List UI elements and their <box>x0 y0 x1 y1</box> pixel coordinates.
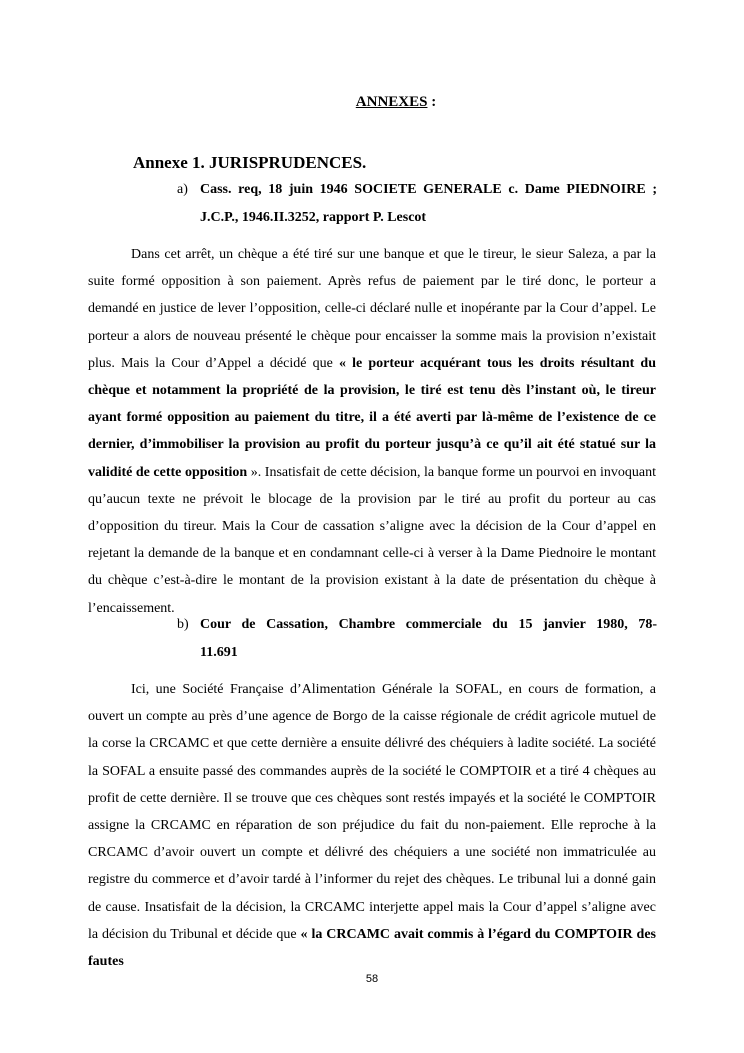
case-a-marker: a) <box>177 182 188 197</box>
case-b-line1: Cour de Cassation, Chambre commerciale du 15 janvier 1980, 78- <box>200 617 657 632</box>
page-title <box>0 94 744 111</box>
case-a-line2: J.C.P., 1946.II.3252, rapport P. Lescot <box>200 210 427 225</box>
para1-text1: Dans cet arrêt, un chèque a été tiré sur une banque et que le tireur, le sieur Saleza, a par la suite formé opposition à son paiement. Après refus de paiement par le tiré donc, le porteur a demandé en justice de lever l’opposition, celle-ci déclaré nulle et inopérante par la Cour d’appel. Le porteur a alors de nouveau présenté le chèque pour encaisser la somme mais la provision n’existait plus. Mais la Cour d’Appel a décidé que <box>88 247 656 371</box>
para1-text2: ». Insatisfait de cette décision, la banque forme un pourvoi en invoquant qu’aucun texte ne prévoit le blocage de la provision par le tiré au profit du porteur au cas d’opposition du tireur. Mais la Cour de cassation s’aligne avec la décision de la Cour d’appel en rejetant la demande de la banque et en condamnant celle-ci à verser à la Dame Piednoire le montant du chèque c’est-à-dire le montant de la provision existant à la date de présentation du chèque à l’encaissement. <box>88 464 657 616</box>
para2-text1: Ici, une Société Française d’Alimentation Générale la SOFAL, en cours de formation, a ouvert un compte au près d’une agence de Borgo de la caisse régionale de crédit agricole mutuel de la corse la CRCAMC et que cette dernière a ensuite délivré des chéquiers à ladite société. La société la SOFAL a ensuite passé des commandes auprès de la société le COMPTOIR et a tiré 4 chèques au profit de cette dernière. Il se trouve que ces chèques sont restés impayés et la société le COMPTOIR assigne la CRCAMC en réparation de son préjudice du fait du non-paiement. Elle reproche à la CRCAMC d’avoir ouvert un compte et délivré des chéquiers a une société non immatriculée au registre du commerce et d’avoir tardé à l’informer du rejet des chèques. Le tribunal lui a donné gain de cause. Insatisfait de la décision, la CRCAMC interjette appel mais la Cour d’appel s’aligne avec la décision du Tribunal et décide que <box>88 682 656 942</box>
page-number: 58 <box>365 973 379 985</box>
case-b-heading <box>177 611 657 667</box>
case-a-heading <box>177 176 657 232</box>
case-b-marker: b) <box>177 617 189 632</box>
para1-quote: « le porteur acquérant tous les droits résultant du chèque et notamment la propriété de la provision, le tiré est tenu dès l’instant où, le tireur ayant formé opposition au paiement du titre, il a été averti par là-même de l’existence de ce dernier, d’immobiliser la provision au profit du porteur jusqu’à ce qu’il ait été statué sur la validité de cette opposition <box>88 355 656 480</box>
title-text: ANNEXES <box>355 94 428 110</box>
case-a-line1: Cass. req, 18 juin 1946 SOCIETE GENERALE c. Dame PIEDNOIRE ; <box>200 182 657 197</box>
title-suffix: : <box>427 94 437 110</box>
para2-quote: « la CRCAMC avait commis à l’égard du COMPTOIR des fautes <box>88 926 656 970</box>
case-b-line2: 11.691 <box>200 645 238 660</box>
case-a-paragraph <box>88 241 656 622</box>
case-b-paragraph <box>88 676 656 975</box>
annex-heading: Annexe 1. JURISPRUDENCES. <box>133 153 367 172</box>
